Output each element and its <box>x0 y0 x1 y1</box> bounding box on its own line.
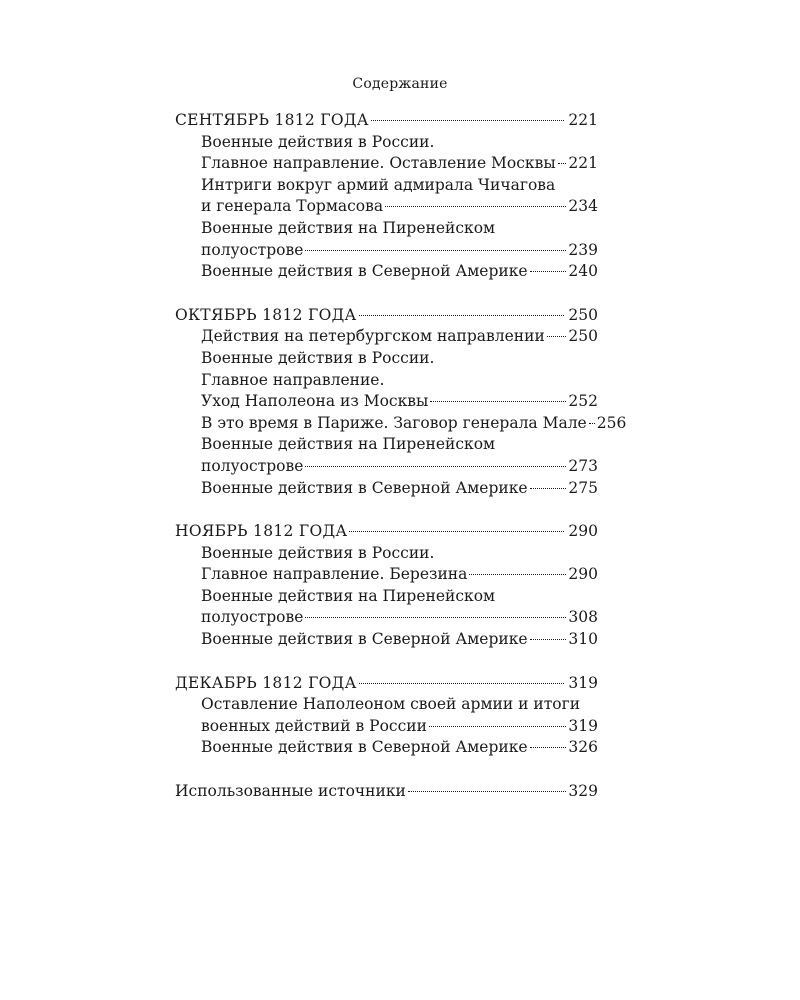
toc-entry-line <box>175 586 598 608</box>
chapter-title: НОЯБРЬ 1812 ГОДА <box>175 522 348 541</box>
entry-text: Военные действия в Северной Америке <box>201 262 528 281</box>
toc-entry-line <box>175 370 598 392</box>
toc-entry[interactable] <box>175 413 627 435</box>
entry-text: Главное направление. Оставление Москвы <box>201 154 556 173</box>
toc-entry-line <box>175 348 598 370</box>
toc-chapter-entry[interactable] <box>175 781 598 803</box>
page-number: 250 <box>568 305 598 324</box>
page-number: 234 <box>568 197 598 216</box>
leader-dots <box>530 746 567 748</box>
chapter-title: Использованные источники <box>175 782 406 801</box>
entry-text: и генерала Тормасова <box>201 197 384 216</box>
leader-dots <box>469 573 566 575</box>
page-number: 221 <box>568 154 598 173</box>
leader-dots <box>408 790 567 792</box>
toc-section-december <box>175 673 598 759</box>
toc-entry[interactable] <box>175 564 598 586</box>
toc-entry[interactable] <box>175 261 598 283</box>
leader-dots <box>305 465 566 467</box>
page-number: 308 <box>568 608 598 627</box>
leader-dots <box>305 616 566 618</box>
leader-dots <box>589 422 595 424</box>
entry-text: Военные действия в Северной Америке <box>201 478 528 497</box>
entry-text: Военные действия в Северной Америке <box>201 738 528 757</box>
entry-text: Военные действия в России. <box>201 348 435 367</box>
page-number: 221 <box>568 111 598 129</box>
page-number: 329 <box>568 782 598 801</box>
toc-section-november <box>175 521 598 651</box>
toc-entry[interactable] <box>175 716 598 738</box>
page-number: 252 <box>568 392 598 411</box>
toc-entry-line <box>175 434 598 456</box>
leader-dots <box>430 400 566 402</box>
toc-entry-line <box>175 543 598 565</box>
entry-text: Военные действия на Пиренейском <box>201 435 496 454</box>
leader-dots <box>359 314 565 316</box>
toc-entry[interactable] <box>175 391 598 413</box>
toc-entry[interactable] <box>175 153 598 175</box>
leader-dots <box>359 682 565 684</box>
toc-entry-line <box>175 694 598 716</box>
leader-dots <box>530 270 567 272</box>
leader-dots <box>530 638 567 640</box>
leader-dots <box>547 335 567 337</box>
page-number: 310 <box>568 630 598 649</box>
table-of-contents <box>175 110 627 825</box>
toc-chapter-entry[interactable] <box>175 521 598 543</box>
leader-dots <box>429 725 566 727</box>
toc-entry[interactable] <box>175 478 598 500</box>
toc-chapter-entry[interactable] <box>175 673 598 695</box>
toc-entry[interactable] <box>175 326 598 348</box>
toc-entry-line <box>175 175 598 197</box>
toc-section-sources <box>175 781 598 803</box>
entry-text: Интриги вокруг армий адмирала Чичагова <box>201 175 556 194</box>
entry-text: Действия на петербургском направлении <box>201 327 545 346</box>
page-number: 239 <box>568 240 598 259</box>
toc-entry[interactable] <box>175 607 598 629</box>
page-number: 256 <box>596 413 627 432</box>
page-number: 319 <box>568 716 598 735</box>
toc-section-september <box>175 110 598 283</box>
toc-entry[interactable] <box>175 629 598 651</box>
leader-dots <box>305 249 566 251</box>
page-number: 250 <box>568 327 598 346</box>
chapter-title: ДЕКАБРЬ 1812 ГОДА <box>175 673 357 692</box>
entry-text: Уход Наполеона из Москвы <box>201 392 429 411</box>
entry-text: Военные действия в Северной Америке <box>201 630 528 649</box>
page-number: 240 <box>568 262 598 281</box>
page-number: 275 <box>568 478 598 497</box>
leader-dots <box>371 119 565 121</box>
toc-entry[interactable] <box>175 196 598 218</box>
entry-text: Оставление Наполеоном своей армии и итоги <box>201 695 581 714</box>
toc-chapter-entry[interactable] <box>175 305 598 327</box>
toc-entry-line <box>175 132 598 154</box>
entry-text: полуострове <box>201 456 304 475</box>
leader-dots <box>385 205 566 207</box>
toc-entry[interactable] <box>175 456 598 478</box>
chapter-title: ОКТЯБРЬ 1812 ГОДА <box>175 305 357 324</box>
page-number: 290 <box>568 522 598 541</box>
page-number: 273 <box>568 456 598 475</box>
page-number: 326 <box>568 738 598 757</box>
entry-text: Военные действия на Пиренейском <box>201 218 496 237</box>
entry-text: Военные действия в России. <box>201 132 435 151</box>
running-head-title: Содержание <box>352 76 448 92</box>
page-number: 290 <box>568 565 598 584</box>
toc-entry[interactable] <box>175 240 598 262</box>
page-number: 319 <box>568 673 598 692</box>
entry-text: Военные действия в России. <box>201 543 435 562</box>
entry-text: Главное направление. <box>201 370 385 389</box>
leader-dots <box>349 530 564 532</box>
toc-section-october <box>175 305 627 499</box>
leader-dots <box>558 162 567 164</box>
toc-entry[interactable] <box>175 737 598 759</box>
leader-dots <box>530 487 567 489</box>
entry-text: Военные действия на Пиренейском <box>201 586 496 605</box>
entry-text: полуострове <box>201 240 304 259</box>
entry-text: полуострове <box>201 608 304 627</box>
entry-text: В это время в Париже. Заговор генерала Мале <box>201 413 587 432</box>
entry-text: военных действий в России <box>201 716 427 735</box>
toc-chapter-entry[interactable] <box>175 110 598 132</box>
entry-text: Главное направление. Березина <box>201 565 468 584</box>
chapter-title: СЕНТЯБРЬ 1812 ГОДА <box>175 111 369 129</box>
toc-entry-line <box>175 218 598 240</box>
